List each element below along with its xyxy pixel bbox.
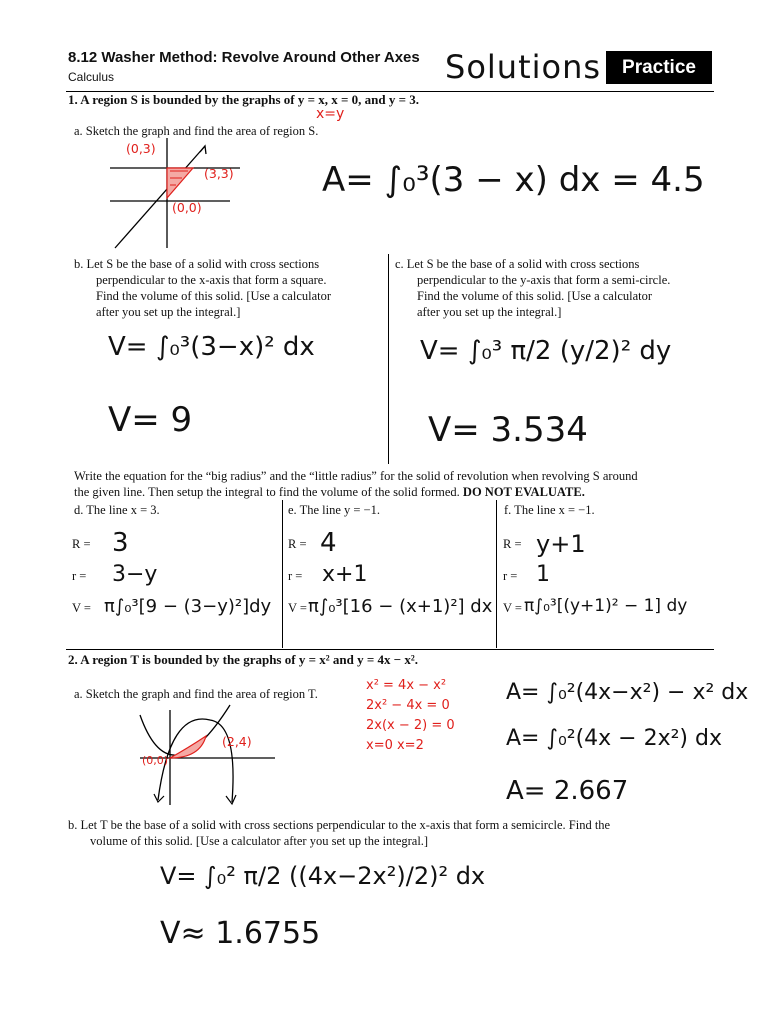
course-name: Calculus <box>68 70 115 84</box>
q1d-r-label: r = <box>72 569 87 583</box>
q1f-R-label: R = <box>503 537 522 551</box>
q1e-r-value: x+1 <box>322 562 368 587</box>
q2b-text: b. Let T be the base of a solid with cross sections perpendicular to the x-axis that form a semicircle. Find the volume of this solid. [Use a calculator after you set up the integral.] <box>68 818 611 848</box>
q1d-r-value: 3−y <box>112 562 158 587</box>
q1e-V-label: V = <box>288 601 307 615</box>
q1-instructions: Write the equation for the “big radius” and the “little radius” for the solid of revolution when revolving S around the given line. Then setup the integral to find the volume of the solid formed. DO NOT EVALUATE. <box>74 469 638 499</box>
q1f-label: f. The line x = −1. <box>504 503 595 517</box>
q1e-r-label: r = <box>288 569 303 583</box>
q1e-R-label: R = <box>288 537 307 551</box>
q1d-R-value: 3 <box>112 528 129 558</box>
q1b-answer: V= 9 <box>108 400 193 440</box>
q1e-V-integral: π∫₀³[16 − (x+1)²] dx <box>308 596 493 617</box>
q2b-answer: V≈ 1.6755 <box>160 916 321 951</box>
q1f-V-label: V = <box>503 601 522 615</box>
q1-column-divider <box>388 254 389 464</box>
q1c-integral: V= ∫₀³ π/2 (y/2)² dy <box>420 336 672 366</box>
q1b-integral: V= ∫₀³(3−x)² dx <box>108 332 315 362</box>
q1c-answer: V= 3.534 <box>428 410 588 450</box>
q1c-text: c. Let S be the base of a solid with cross sections perpendicular to the y-axis that form a semi-circle. Find the volume of this solid. [Use a calculator after you set up the integral.] <box>395 257 671 319</box>
q1f-V-integral: π∫₀³[(y+1)² − 1] dy <box>524 596 688 616</box>
q1f-r-label: r = <box>503 569 518 583</box>
q2a-area-setup: A= ∫₀²(4x−x²) − x² dx <box>506 680 749 705</box>
q1e-label: e. The line y = −1. <box>288 503 380 517</box>
q2a-point-label: (0,0) <box>142 754 169 767</box>
q1a-text: a. Sketch the graph and find the area of region S. <box>74 124 319 138</box>
q1-note: x=y <box>316 106 345 122</box>
def-divider <box>496 500 497 648</box>
q1-prompt: 1. A region S is bounded by the graphs of y = x, x = 0, and y = 3. <box>68 92 420 107</box>
q2a-text: a. Sketch the graph and find the area of region T. <box>74 687 318 701</box>
worksheet-title: 8.12 Washer Method: Revolve Around Other Axes <box>68 49 420 66</box>
q1a-point-label: (0,3) <box>126 141 156 156</box>
handwritten-solutions-label: Solutions <box>445 48 602 86</box>
q1a-sketch <box>110 138 250 258</box>
q2b-integral: V= ∫₀² π/2 ((4x−2x²)/2)² dx <box>160 862 486 890</box>
q1d-V-label: V = <box>72 601 91 615</box>
def-divider <box>282 500 283 648</box>
q1e-R-value: 4 <box>320 528 337 558</box>
q2a-intersection-work: x² = 4x − x² 2x² − 4x = 0 2x(x − 2) = 0 x=0 x=2 <box>366 678 455 753</box>
q1d-label: d. The line x = 3. <box>74 503 160 517</box>
q2a-area-answer: A= 2.667 <box>506 776 629 806</box>
q1f-r-value: 1 <box>536 562 550 587</box>
q2a-area-simplified: A= ∫₀²(4x − 2x²) dx <box>506 726 722 751</box>
q1a-area-answer: A= ∫₀³(3 − x) dx = 4.5 <box>322 160 705 200</box>
q1b-text: b. Let S be the base of a solid with cross sections perpendicular to the x-axis that form a square. Find the volume of this solid. [Use a calculator after you set up the integral.] <box>74 257 332 319</box>
q1a-point-label: (0,0) <box>172 200 202 215</box>
q2a-point-label: (2,4) <box>222 734 252 749</box>
q1a-point-label: (3,3) <box>204 166 234 181</box>
section-divider <box>66 649 714 650</box>
q1d-V-integral: π∫₀³[9 − (3−y)²]dy <box>104 596 272 617</box>
q2-prompt: 2. A region T is bounded by the graphs of y = x² and y = 4x − x². <box>68 652 419 667</box>
q1f-R-value: y+1 <box>536 530 586 558</box>
practice-badge: Practice <box>606 51 712 84</box>
q1d-R-label: R = <box>72 537 91 551</box>
